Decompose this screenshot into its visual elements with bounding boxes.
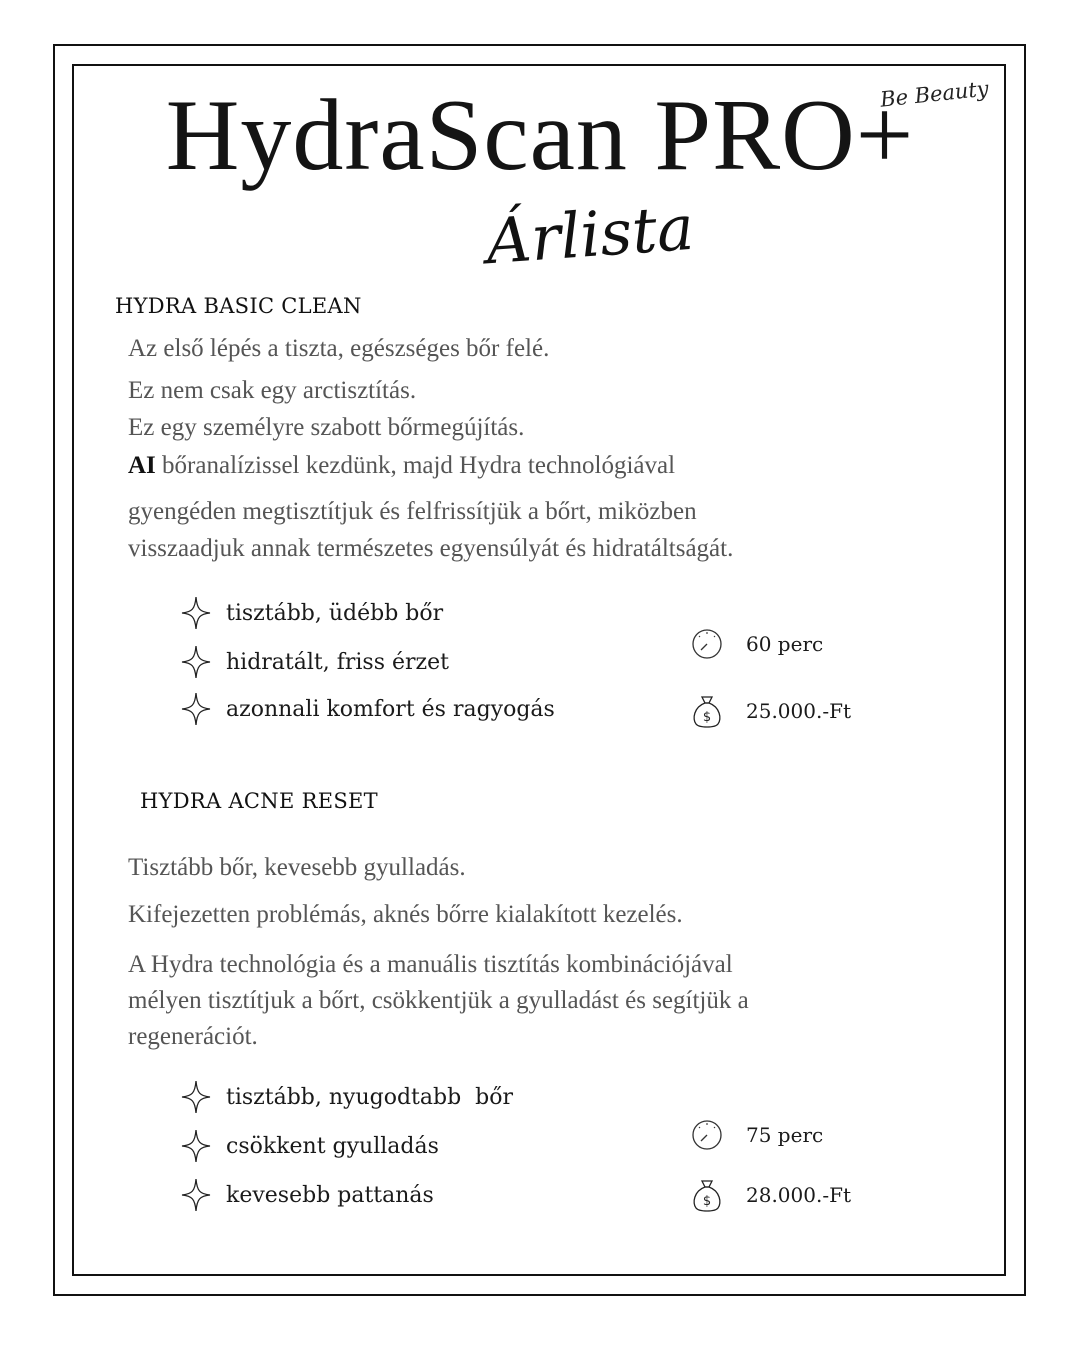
description-line: visszaadjuk annak természetes egyensúlyát és hidratáltságát. — [128, 535, 734, 562]
price-info — [690, 693, 851, 729]
clock-icon — [690, 626, 724, 662]
description-line: Ez egy személyre szabott bőrmegújítás. — [128, 414, 525, 441]
benefit-item — [180, 1177, 434, 1213]
description-text: bőranalízissel kezdünk, majd Hydra technológiával — [162, 452, 676, 479]
description-line: Tisztább bőr, kevesebb gyulladás. — [128, 854, 466, 881]
duration-info — [690, 626, 823, 662]
duration-info — [690, 1117, 823, 1153]
money-bag-icon — [690, 1177, 724, 1213]
svg-text:$: $ — [702, 710, 712, 725]
benefit-label: tisztább, üdébb bőr — [226, 600, 444, 626]
benefit-label: tisztább, nyugodtabb bőr — [226, 1084, 513, 1110]
description-line: Az első lépés a tiszta, egészséges bőr felé. — [128, 335, 550, 362]
benefit-item — [180, 1128, 439, 1164]
sparkle-icon — [180, 1177, 212, 1213]
description-line-ai — [128, 447, 675, 485]
money-bag-icon — [690, 693, 724, 729]
benefit-label: azonnali komfort és ragyogás — [226, 696, 555, 722]
price-info — [690, 1177, 851, 1213]
benefit-item — [180, 595, 443, 631]
description-line: regenerációt. — [128, 1023, 258, 1050]
description-line: Kifejezetten problémás, aknés bőrre kialakított kezelés. — [128, 901, 683, 928]
sparkle-icon — [180, 1128, 212, 1164]
price-label: 28.000.-Ft — [746, 1183, 852, 1207]
page-subtitle: Árlista — [483, 190, 697, 279]
sparkle-icon — [180, 691, 212, 727]
description-line: Ez nem csak egy arctisztítás. — [128, 377, 417, 404]
price-label: 25.000.-Ft — [746, 699, 852, 723]
duration-label: 60 perc — [746, 632, 824, 656]
section-title-acne-reset: HYDRA ACNE RESET — [140, 789, 378, 813]
svg-text:$: $ — [702, 1194, 712, 1209]
page-title: HydraScan PRO+ — [165, 79, 915, 192]
duration-label: 75 perc — [746, 1123, 824, 1147]
benefit-item — [180, 691, 555, 727]
clock-icon — [690, 1117, 724, 1153]
description-line: A Hydra technológia és a manuális tisztítás kombinációjával — [128, 951, 733, 978]
benefit-item — [180, 644, 449, 680]
sparkle-icon — [180, 595, 212, 631]
brand-logo: Be Beauty — [879, 76, 990, 112]
benefit-label: kevesebb pattanás — [226, 1182, 434, 1208]
description-line: mélyen tisztítjuk a bőrt, csökkentjük a gyulladást és segítjük a — [128, 987, 749, 1014]
ai-label: AI — [128, 452, 156, 479]
benefit-label: csökkent gyulladás — [226, 1133, 439, 1159]
sparkle-icon — [180, 1079, 212, 1115]
benefit-label: hidratált, friss érzet — [226, 649, 449, 675]
section-title-basic-clean: HYDRA BASIC CLEAN — [115, 294, 362, 318]
description-line: gyengéden megtisztítjuk és felfrissítjük a bőrt, miközben — [128, 498, 697, 525]
sparkle-icon — [180, 644, 212, 680]
benefit-item — [180, 1079, 513, 1115]
